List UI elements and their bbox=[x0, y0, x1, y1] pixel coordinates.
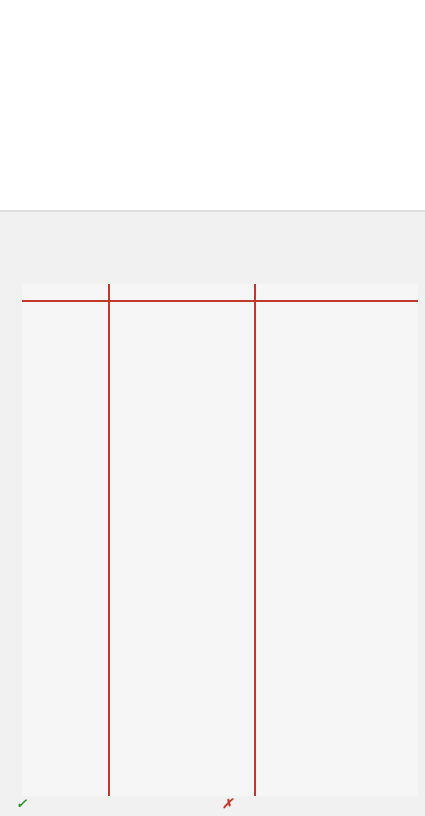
header-divider bbox=[22, 300, 418, 302]
legend bbox=[0, 796, 425, 816]
color-table bbox=[22, 284, 418, 796]
cross-icon: ✗ bbox=[222, 796, 233, 811]
column-divider bbox=[254, 284, 256, 796]
season-panels bbox=[0, 0, 425, 210]
column-divider bbox=[108, 284, 110, 796]
check-icon: ✓ bbox=[16, 796, 27, 811]
color-guide bbox=[0, 210, 425, 816]
